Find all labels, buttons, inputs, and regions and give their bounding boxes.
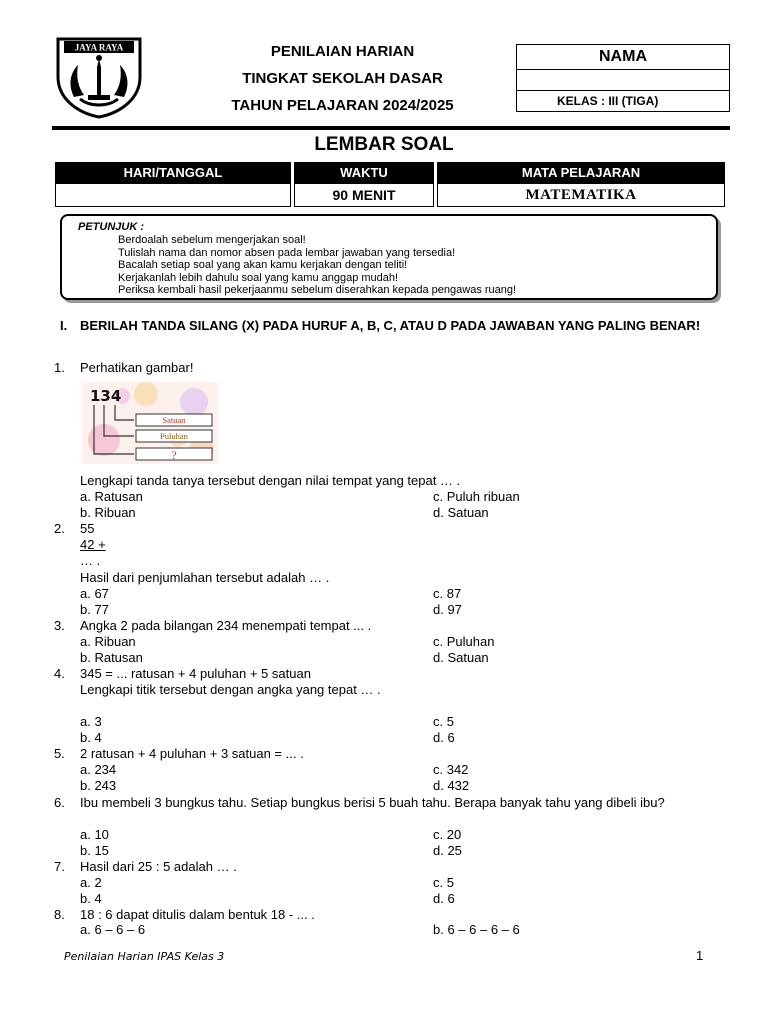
answer-option[interactable]: a. 2: [80, 875, 102, 890]
sheet-title: LEMBAR SOAL: [314, 134, 454, 155]
figure-label-puluhan: Puluhan: [160, 431, 188, 441]
answer-option[interactable]: b. 4: [80, 730, 102, 745]
answer-option[interactable]: d. 6: [433, 891, 455, 906]
answer-option[interactable]: b. 77: [80, 602, 109, 617]
header-line-3: TAHUN PELAJARAN 2024/2025: [231, 97, 454, 114]
question-text: … .: [80, 553, 101, 568]
logo-text: JAYA RAYA: [74, 42, 124, 53]
info-time-value: 90 MENIT: [294, 183, 434, 207]
question-number: 6.: [54, 795, 65, 810]
answer-option[interactable]: b. 243: [80, 778, 117, 793]
instructions-title: PETUNJUK :: [78, 221, 145, 233]
answer-option[interactable]: a. Ribuan: [80, 634, 136, 649]
figure-number: 134: [90, 387, 122, 405]
answer-option[interactable]: b. Ribuan: [80, 505, 136, 520]
instruction-item: Kerjakanlah lebih dahulu soal yang kamu anggap mudah!: [118, 271, 399, 284]
answer-option[interactable]: a. 234: [80, 762, 117, 777]
info-header-time: WAKTU: [294, 162, 434, 183]
answer-option[interactable]: c. 5: [433, 714, 454, 729]
question-number: 7.: [54, 859, 65, 874]
answer-option[interactable]: a. Ratusan: [80, 489, 143, 504]
answer-option[interactable]: d. Satuan: [433, 505, 489, 520]
question-number: 3.: [54, 618, 65, 633]
place-value-figure: [82, 382, 218, 464]
info-header-date: HARI/TANGGAL: [55, 162, 291, 183]
name-label: NAMA: [517, 45, 729, 70]
question-text: 42 +: [80, 537, 106, 552]
instruction-item: Periksa kembali hasil pekerjaanmu sebelum diserahkan kepada pengawas ruang!: [118, 284, 517, 296]
answer-option[interactable]: a. 6 – 6 – 6: [80, 922, 146, 937]
question-number: 5.: [54, 746, 65, 761]
question-text: 18 : 6 dapat ditulis dalam bentuk 18 - ... .: [80, 907, 315, 922]
header-line-1: PENILAIAN HARIAN: [270, 43, 415, 60]
answer-option[interactable]: c. 20: [433, 827, 462, 842]
instruction-item: Bacalah setiap soal yang akan kamu kerjakan dengan teliti!: [118, 259, 408, 271]
question-text: Perhatikan gambar!: [80, 360, 194, 375]
answer-option[interactable]: c. 342: [433, 762, 469, 777]
question-number: 1.: [54, 360, 65, 375]
question-text: 55: [80, 521, 95, 536]
answer-option[interactable]: d. 25: [433, 843, 462, 858]
answer-option[interactable]: b. 15: [80, 843, 109, 858]
answer-option[interactable]: d. 6: [433, 730, 455, 745]
answer-option[interactable]: d. 97: [433, 602, 462, 617]
question-text: Hasil dari penjumlahan tersebut adalah … .: [80, 570, 330, 585]
question-number: 2.: [54, 521, 65, 536]
footer-text: Penilaian Harian IPAS Kelas 3: [64, 950, 225, 963]
answer-option[interactable]: c. 5: [433, 875, 454, 890]
answer-option[interactable]: d. 432: [433, 778, 470, 793]
answer-option[interactable]: d. Satuan: [433, 650, 489, 665]
figure-label-satuan: Satuan: [162, 415, 186, 425]
question-text: Lengkapi titik tersebut dengan angka yang tepat … .: [80, 682, 381, 697]
answer-option[interactable]: b. 6 – 6 – 6 – 6: [433, 922, 520, 937]
section-text: BERILAH TANDA SILANG (X) PADA HURUF A, B, C, ATAU D PADA JAWABAN YANG PALING BENAR!: [80, 318, 701, 333]
question-text: 345 = ... ratusan + 4 puluhan + 5 satuan: [80, 666, 311, 681]
instruction-item: Berdoalah sebelum mengerjakan soal!: [118, 234, 306, 246]
answer-option[interactable]: b. 4: [80, 891, 102, 906]
instruction-item: Tulislah nama dan nomor absen pada lembar jawaban yang tersedia!: [118, 246, 456, 259]
info-header-subject: MATA PELAJARAN: [437, 162, 725, 183]
question-number: 8.: [54, 907, 65, 922]
question-number: 4.: [54, 666, 65, 681]
answer-option[interactable]: c. 87: [433, 586, 462, 601]
question-text: 2 ratusan + 4 puluhan + 3 satuan = ... .: [80, 746, 304, 761]
question-text: Ibu membeli 3 bungkus tahu. Setiap bungkus berisi 5 buah tahu. Berapa banyak tahu yang dibeli ibu?: [80, 795, 665, 810]
question-text: Hasil dari 25 : 5 adalah … .: [80, 859, 237, 874]
question-text: Angka 2 pada bilangan 234 menempati tempat ... .: [80, 618, 372, 633]
place-value-diagram: [82, 382, 218, 464]
answer-option[interactable]: c. Puluh ribuan: [433, 489, 520, 504]
section-number: I.: [60, 318, 68, 333]
answer-option[interactable]: a. 10: [80, 827, 109, 842]
info-subject-value: MATEMATIKA: [437, 183, 725, 207]
answer-option[interactable]: b. Ratusan: [80, 650, 143, 665]
page-number: 1: [696, 948, 704, 963]
header-line-2: TINGKAT SEKOLAH DASAR: [242, 70, 443, 87]
answer-option[interactable]: a. 67: [80, 586, 109, 601]
answer-option[interactable]: a. 3: [80, 714, 102, 729]
question-text: Lengkapi tanda tanya tersebut dengan nilai tempat yang tepat … .: [80, 473, 461, 488]
answer-option[interactable]: c. Puluhan: [433, 634, 495, 649]
class-label: KELAS : III (TIGA): [557, 94, 659, 108]
figure-label-unknown: ?: [171, 448, 177, 462]
